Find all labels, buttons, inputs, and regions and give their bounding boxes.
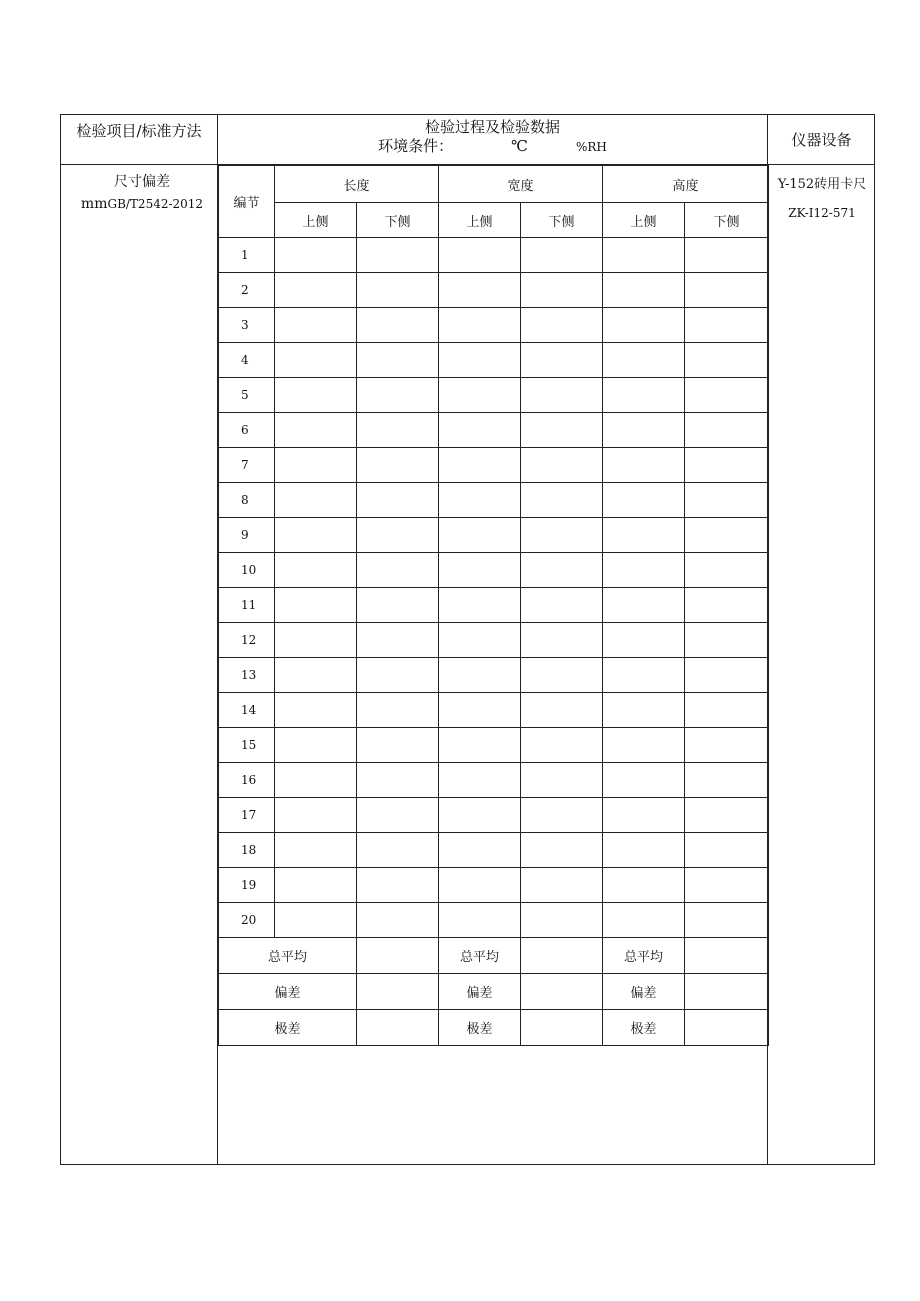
- measurement-cell[interactable]: [439, 833, 521, 868]
- measurement-cell[interactable]: [603, 448, 685, 483]
- summary-value-width[interactable]: [521, 938, 603, 974]
- measurement-cell[interactable]: [603, 588, 685, 623]
- table-row: [219, 903, 769, 938]
- summary-label-width: 极差: [439, 1010, 521, 1046]
- measurement-cell[interactable]: [603, 413, 685, 448]
- row-number: 11: [219, 588, 275, 623]
- inspection-form: [60, 114, 875, 1165]
- measurement-cell[interactable]: [603, 798, 685, 833]
- summary-value-width[interactable]: [521, 974, 603, 1010]
- measurement-cell[interactable]: [521, 343, 603, 378]
- measurement-cell[interactable]: [357, 553, 439, 588]
- measurement-cell[interactable]: [439, 413, 521, 448]
- measurement-cell[interactable]: [603, 483, 685, 518]
- measurement-cell[interactable]: [275, 413, 357, 448]
- measurement-table: [218, 165, 769, 1046]
- measurement-cell[interactable]: [521, 868, 603, 903]
- measurement-cell[interactable]: [685, 378, 769, 413]
- summary-value-width[interactable]: [521, 1010, 603, 1046]
- measurement-cell[interactable]: [275, 868, 357, 903]
- measurement-cell[interactable]: [275, 833, 357, 868]
- row-number: 2: [219, 273, 275, 308]
- table-row: [219, 238, 769, 273]
- table-row: [219, 518, 769, 553]
- index-header: 编节: [219, 166, 275, 238]
- measurement-cell[interactable]: [357, 238, 439, 273]
- summary-label-height: 极差: [603, 1010, 685, 1046]
- row-number: 13: [219, 658, 275, 693]
- measurement-cell[interactable]: [275, 903, 357, 938]
- measurement-cell[interactable]: [603, 728, 685, 763]
- group-header: 长度: [275, 166, 439, 203]
- measurement-cell[interactable]: [521, 378, 603, 413]
- env-label: 环境条件：: [378, 137, 454, 155]
- table-row: [219, 378, 769, 413]
- table-row: [219, 273, 769, 308]
- measurement-cell[interactable]: [685, 798, 769, 833]
- measurement-cell[interactable]: [603, 343, 685, 378]
- humidity-unit: %RH: [575, 140, 607, 154]
- measurement-cell[interactable]: [439, 798, 521, 833]
- measurement-cell[interactable]: [357, 798, 439, 833]
- measurement-cell[interactable]: [685, 833, 769, 868]
- temperature-unit: ℃: [511, 137, 528, 155]
- measurement-cell[interactable]: [275, 273, 357, 308]
- measurement-cell[interactable]: [439, 483, 521, 518]
- measurement-cell[interactable]: [685, 448, 769, 483]
- measurement-cell[interactable]: [275, 343, 357, 378]
- measurement-cell[interactable]: [685, 238, 769, 273]
- group-header: 宽度: [439, 166, 603, 203]
- measurement-cell[interactable]: [439, 693, 521, 728]
- measurement-cell[interactable]: [439, 518, 521, 553]
- table-row: [219, 868, 769, 903]
- summary-value-height[interactable]: [685, 1010, 769, 1046]
- table-row: [219, 833, 769, 868]
- table-row: [219, 623, 769, 658]
- measurement-cell[interactable]: [357, 693, 439, 728]
- measurement-cell[interactable]: [439, 448, 521, 483]
- summary-label-height: 偏差: [603, 974, 685, 1010]
- measurement-cell[interactable]: [357, 623, 439, 658]
- table-row: [219, 413, 769, 448]
- measurement-cell[interactable]: [685, 413, 769, 448]
- measurement-cell[interactable]: [685, 483, 769, 518]
- summary-value-height[interactable]: [685, 974, 769, 1010]
- row-number: 5: [219, 378, 275, 413]
- measurement-cell[interactable]: [439, 588, 521, 623]
- sub-header: 上侧: [275, 203, 357, 238]
- measurement-cell[interactable]: [685, 728, 769, 763]
- table-row: [219, 693, 769, 728]
- summary-value-length[interactable]: [357, 938, 439, 974]
- measurement-cell[interactable]: [521, 448, 603, 483]
- measurement-cell[interactable]: [439, 868, 521, 903]
- sub-header: 上侧: [603, 203, 685, 238]
- row-number: 1: [219, 238, 275, 273]
- table-row: [219, 658, 769, 693]
- measurement-cell[interactable]: [685, 518, 769, 553]
- measurement-cell[interactable]: [685, 623, 769, 658]
- sub-header: 下侧: [521, 203, 603, 238]
- measurement-cell[interactable]: [357, 588, 439, 623]
- measurement-cell[interactable]: [357, 448, 439, 483]
- measurement-cell[interactable]: [275, 588, 357, 623]
- measurement-cell[interactable]: [439, 903, 521, 938]
- row-number: 15: [219, 728, 275, 763]
- measurement-cell[interactable]: [439, 763, 521, 798]
- measurement-cell[interactable]: [439, 728, 521, 763]
- measurement-cell[interactable]: [521, 553, 603, 588]
- measurement-cell[interactable]: [603, 273, 685, 308]
- measurement-cell[interactable]: [685, 868, 769, 903]
- center-header-title: 检验过程及检验数据: [424, 118, 560, 136]
- measurement-cell[interactable]: [521, 728, 603, 763]
- measurement-cell[interactable]: [439, 623, 521, 658]
- group-header: 高度: [603, 166, 769, 203]
- measurement-cell[interactable]: [521, 483, 603, 518]
- measurement-cell[interactable]: [439, 238, 521, 273]
- measurement-cell[interactable]: [685, 693, 769, 728]
- table-row: [219, 798, 769, 833]
- summary-label-width: 总平均: [439, 938, 521, 974]
- measurement-cell[interactable]: [603, 763, 685, 798]
- measurement-cell[interactable]: [439, 658, 521, 693]
- measurement-cell[interactable]: [521, 238, 603, 273]
- measurement-cell[interactable]: [275, 308, 357, 343]
- equipment-line-2: ZK-I12-571: [788, 206, 856, 220]
- row-number: 3: [219, 308, 275, 343]
- measurement-cell[interactable]: [685, 658, 769, 693]
- measurement-cell[interactable]: [603, 658, 685, 693]
- row-number: 10: [219, 553, 275, 588]
- row-number: 6: [219, 413, 275, 448]
- summary-label-length: 总平均: [219, 938, 357, 974]
- summary-label-width: 偏差: [439, 974, 521, 1010]
- measurement-cell[interactable]: [439, 273, 521, 308]
- row-number: 19: [219, 868, 275, 903]
- measurement-cell[interactable]: [275, 238, 357, 273]
- measurement-cell[interactable]: [357, 378, 439, 413]
- measurement-cell[interactable]: [275, 693, 357, 728]
- measurement-cell[interactable]: [603, 693, 685, 728]
- measurement-cell[interactable]: [357, 343, 439, 378]
- summary-row: [219, 1010, 769, 1046]
- measurement-cell[interactable]: [603, 378, 685, 413]
- row-number: 7: [219, 448, 275, 483]
- measurement-cell[interactable]: [603, 623, 685, 658]
- measurement-cell[interactable]: [521, 413, 603, 448]
- item-name: 尺寸偏差mm: [80, 174, 170, 212]
- measurement-cell[interactable]: [685, 343, 769, 378]
- measurement-cell[interactable]: [685, 588, 769, 623]
- sub-header: 上侧: [439, 203, 521, 238]
- measurement-cell[interactable]: [275, 553, 357, 588]
- measurement-cell[interactable]: [439, 308, 521, 343]
- measurement-cell[interactable]: [603, 903, 685, 938]
- measurement-cell[interactable]: [521, 658, 603, 693]
- measurement-cell[interactable]: [357, 868, 439, 903]
- row-number: 16: [219, 763, 275, 798]
- measurement-cell[interactable]: [521, 763, 603, 798]
- measurement-cell[interactable]: [521, 833, 603, 868]
- inspection-item: [69, 171, 215, 215]
- measurement-cell[interactable]: [603, 868, 685, 903]
- measurement-cell[interactable]: [603, 238, 685, 273]
- sub-header-row: [219, 203, 769, 238]
- measurement-cell[interactable]: [357, 308, 439, 343]
- measurement-cell[interactable]: [357, 658, 439, 693]
- measurement-cell[interactable]: [275, 448, 357, 483]
- measurement-cell[interactable]: [275, 798, 357, 833]
- measurement-cell[interactable]: [357, 273, 439, 308]
- equipment-info: [769, 171, 875, 227]
- measurement-cell[interactable]: [275, 623, 357, 658]
- summary-value-length[interactable]: [357, 974, 439, 1010]
- row-number: 9: [219, 518, 275, 553]
- summary-row: [219, 938, 769, 974]
- measurement-cell[interactable]: [357, 413, 439, 448]
- equipment-line-1: Y-152砖用卡尺: [777, 177, 867, 192]
- table-row: [219, 588, 769, 623]
- table-row: [219, 343, 769, 378]
- table-row: [219, 483, 769, 518]
- measurement-cell[interactable]: [357, 728, 439, 763]
- table-row: [219, 763, 769, 798]
- measurement-cell[interactable]: [275, 763, 357, 798]
- measurement-cell[interactable]: [603, 308, 685, 343]
- summary-label-height: 总平均: [603, 938, 685, 974]
- row-number: 14: [219, 693, 275, 728]
- environment-conditions: [218, 137, 767, 156]
- measurement-cell[interactable]: [521, 273, 603, 308]
- sub-header: 下侧: [685, 203, 769, 238]
- measurement-cell[interactable]: [685, 763, 769, 798]
- measurement-cell[interactable]: [521, 623, 603, 658]
- measurement-cell[interactable]: [685, 553, 769, 588]
- summary-label-length: 极差: [219, 1010, 357, 1046]
- table-row: [219, 308, 769, 343]
- summary-row: [219, 974, 769, 1010]
- row-number: 20: [219, 903, 275, 938]
- measurement-cell[interactable]: [603, 553, 685, 588]
- table-row: [219, 728, 769, 763]
- right-header-title: 仪器设备: [791, 131, 852, 149]
- measurement-cell[interactable]: [521, 518, 603, 553]
- measurement-cell[interactable]: [439, 553, 521, 588]
- measurement-cell[interactable]: [685, 308, 769, 343]
- item-standard: GB/T2542-2012: [107, 197, 204, 211]
- row-number: 18: [219, 833, 275, 868]
- row-number: 12: [219, 623, 275, 658]
- measurement-cell[interactable]: [439, 343, 521, 378]
- measurement-cell[interactable]: [603, 833, 685, 868]
- table-row: [219, 553, 769, 588]
- measurement-cell[interactable]: [357, 483, 439, 518]
- measurement-cell[interactable]: [275, 483, 357, 518]
- measurement-cell[interactable]: [521, 588, 603, 623]
- row-number: 17: [219, 798, 275, 833]
- sub-header: 下侧: [357, 203, 439, 238]
- measurement-cell[interactable]: [275, 378, 357, 413]
- measurement-cell[interactable]: [357, 833, 439, 868]
- measurement-cell[interactable]: [521, 693, 603, 728]
- measurement-cell[interactable]: [685, 273, 769, 308]
- group-header-row: [219, 166, 769, 203]
- measurement-cell[interactable]: [521, 903, 603, 938]
- measurement-cell[interactable]: [603, 518, 685, 553]
- measurement-cell[interactable]: [357, 903, 439, 938]
- measurement-cell[interactable]: [521, 798, 603, 833]
- measurement-cell[interactable]: [439, 378, 521, 413]
- summary-value-length[interactable]: [357, 1010, 439, 1046]
- table-row: [219, 448, 769, 483]
- measurement-cell[interactable]: [685, 903, 769, 938]
- measurement-cell[interactable]: [521, 308, 603, 343]
- summary-label-length: 偏差: [219, 974, 357, 1010]
- summary-value-height[interactable]: [685, 938, 769, 974]
- row-number: 4: [219, 343, 275, 378]
- measurement-cell[interactable]: [275, 728, 357, 763]
- measurement-cell[interactable]: [357, 518, 439, 553]
- left-header-title: 检验项目/标准方法: [76, 122, 202, 140]
- measurement-cell[interactable]: [357, 763, 439, 798]
- row-number: 8: [219, 483, 275, 518]
- measurement-cell[interactable]: [275, 658, 357, 693]
- measurement-cell[interactable]: [275, 518, 357, 553]
